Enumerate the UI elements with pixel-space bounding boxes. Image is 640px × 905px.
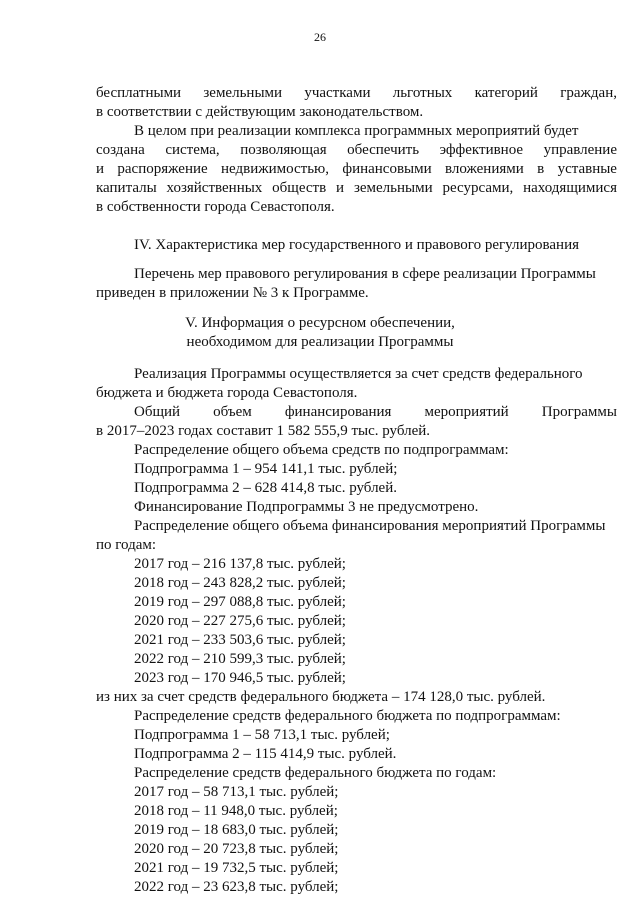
para-1-line-2: в соответствии с действующим законодательством.: [96, 104, 424, 120]
federal-year-item: 2018 год – 11 948,0 тыс. рублей;: [134, 803, 338, 819]
word: финансирования: [284, 404, 392, 420]
federal-year-item: 2021 год – 19 732,5 тыс. рублей;: [134, 860, 339, 876]
para-2-line-3: [96, 160, 617, 178]
word: ресурсами,: [442, 180, 514, 196]
word: в: [537, 161, 545, 177]
page-number: 26: [314, 30, 326, 44]
word: капиталы: [96, 180, 157, 196]
word: уставные: [557, 161, 617, 177]
word: недвижимостью,: [221, 161, 329, 177]
word: система,: [165, 142, 220, 158]
word: распоряжение: [117, 161, 208, 177]
para-2-line-5: в собственности города Севастополя.: [96, 199, 335, 215]
federal-year-item: 2019 год – 18 683,0 тыс. рублей;: [134, 822, 339, 838]
para-2-line-1: В целом при реализации комплекса программных мероприятий будет: [134, 123, 579, 139]
federal-year-item: 2022 год – 23 623,8 тыс. рублей;: [134, 879, 339, 895]
word: хозяйственных: [166, 180, 263, 196]
para-2-line-2: [96, 141, 617, 159]
word: льготных: [392, 85, 453, 101]
federal-by-year-heading: Распределение средств федерального бюджета по годам:: [134, 765, 497, 781]
word: находящимися: [523, 180, 617, 196]
year-item: 2019 год – 297 088,8 тыс. рублей;: [134, 594, 346, 610]
federal-subprogram-item: Подпрограмма 1 – 58 713,1 тыс. рублей;: [134, 727, 390, 743]
word: обеспечить: [347, 142, 420, 158]
subprogram-3-note: Финансирование Подпрограммы 3 не предусмотрено.: [134, 499, 479, 515]
federal-by-subprogram-heading: Распределение средств федерального бюджета по подпрограммам:: [134, 708, 561, 724]
word: Программы: [541, 404, 617, 420]
year-item: 2017 год – 216 137,8 тыс. рублей;: [134, 556, 346, 572]
word: вложениями: [444, 161, 524, 177]
funding-intro-line-2: бюджета и бюджета города Севастополя.: [96, 385, 358, 401]
word: участками: [304, 85, 371, 101]
funding-total-line-2: в 2017–2023 годах составит 1 582 555,9 тыс. рублей.: [96, 423, 431, 439]
section-4-heading: IV. Характеристика мер государственного и правового регулирования: [134, 237, 579, 253]
funding-intro-line-1: Реализация Программы осуществляется за счет средств федерального: [134, 366, 583, 382]
federal-year-item: 2017 год – 58 713,1 тыс. рублей;: [134, 784, 339, 800]
para-2-line-4: [96, 179, 617, 197]
by-year-heading-line-2: по годам:: [96, 537, 157, 553]
word: и: [336, 180, 345, 196]
year-item: 2018 год – 243 828,2 тыс. рублей;: [134, 575, 346, 591]
section-5-heading-line-2: необходимом для реализации Программы: [186, 334, 454, 350]
year-item: 2023 год – 170 946,5 тыс. рублей;: [134, 670, 346, 686]
word: Общий: [134, 404, 181, 420]
section-5-heading-line-1: V. Информация о ресурсном обеспечении,: [185, 315, 455, 331]
word: земельными: [353, 180, 433, 196]
word: категорий: [474, 85, 538, 101]
word: объем: [213, 404, 252, 420]
word: бесплатными: [96, 85, 182, 101]
funding-total-line-1: [134, 403, 617, 421]
word: финансовыми: [342, 161, 432, 177]
word: мероприятий: [424, 404, 509, 420]
subprogram-item: Подпрограмма 2 – 628 414,8 тыс. рублей.: [134, 480, 397, 496]
para-3-line-1: Перечень мер правового регулирования в сфере реализации Программы: [134, 266, 596, 282]
by-year-heading-line-1: Распределение общего объема финансирования мероприятий Программы: [134, 518, 606, 534]
word: эффективное: [439, 142, 524, 158]
federal-year-item: 2020 год – 20 723,8 тыс. рублей;: [134, 841, 339, 857]
year-item: 2022 год – 210 599,3 тыс. рублей;: [134, 651, 346, 667]
subprogram-item: Подпрограмма 1 – 954 141,1 тыс. рублей;: [134, 461, 398, 477]
word: управление: [543, 142, 617, 158]
federal-total: из них за счет средств федерального бюджета – 174 128,0 тыс. рублей.: [96, 689, 546, 705]
year-item: 2020 год – 227 275,6 тыс. рублей;: [134, 613, 346, 629]
by-subprogram-heading: Распределение общего объема средств по подпрограммам:: [134, 442, 509, 458]
word: земельными: [203, 85, 283, 101]
federal-subprogram-item: Подпрограмма 2 – 115 414,9 тыс. рублей.: [134, 746, 397, 762]
year-item: 2021 год – 233 503,6 тыс. рублей;: [134, 632, 346, 648]
word: обществ: [272, 180, 327, 196]
word: граждан,: [560, 85, 617, 101]
para-1-line-1: [96, 84, 617, 102]
word: и: [96, 161, 105, 177]
word: создана: [96, 142, 145, 158]
para-3-line-2: приведен в приложении № 3 к Программе.: [96, 285, 369, 301]
word: позволяющая: [240, 142, 327, 158]
